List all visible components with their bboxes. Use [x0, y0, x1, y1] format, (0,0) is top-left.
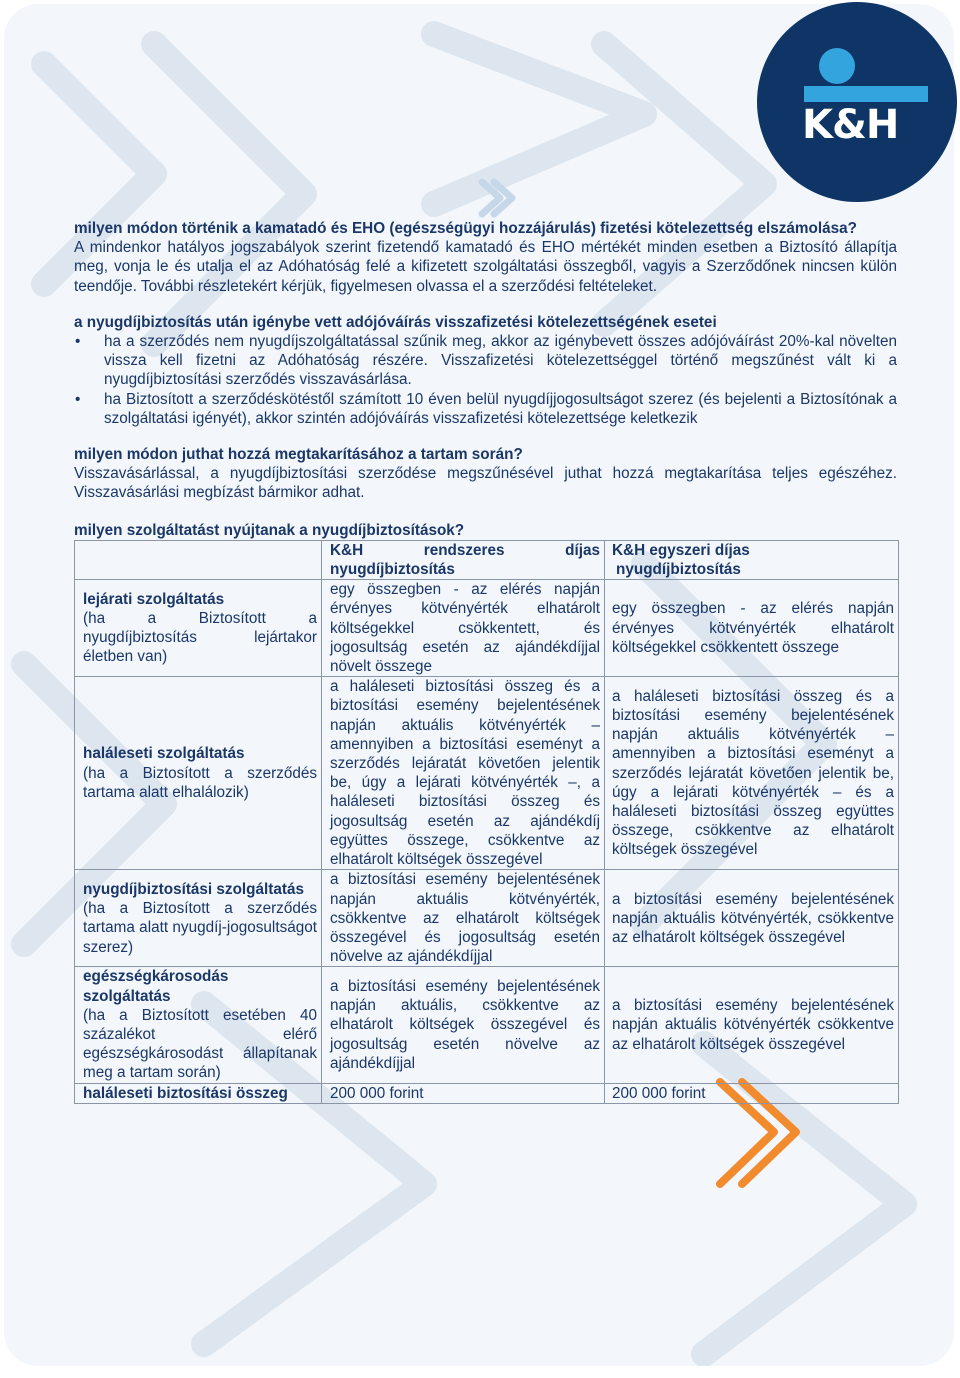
- row-single-value: a biztosítási esemény bejelentésének napján aktuális kötvényérték, csökkentve az elhatárolt költségek összegével: [605, 870, 899, 967]
- section1-answer: A mindenkor hatályos jogszabályok szerint fizetendő kamatadó és EHO mértékét minden esetben a Biztosító állapítja meg, vonja le és utalja el az Adóhatóság felé a kifizetett szolgáltatási összegből, vagyis a Szerződőnek nincsen külön teendője. További részletekért kérjük, figyelmesen olvassa el a szerződési feltételeket.: [74, 239, 897, 295]
- table-row: [75, 1083, 899, 1103]
- row-regular-value: 200 000 forint: [322, 1083, 605, 1103]
- list-item: • ha Biztosított a szerződéskötéstől számított 10 éven belül nyugdíjjogosultságot szerez (és bejelenti a Biztosítónak a szolgáltatási igényét), akkor szintén adójóváírás visszafizetési kötelezettsége keletkezik: [75, 390, 897, 427]
- services-table: [74, 540, 899, 1104]
- table-header-empty: [75, 540, 322, 579]
- table-header-regular: K&H rendszeres díjas nyugdíjbiztosítás: [322, 540, 605, 579]
- section3-answer: Visszavásárlással, a nyugdíjbiztosítási szerződése megszűnésével juthat hozzá megtakarítása teljes egészéhez. Visszavásárlási megbízást bármikor adhat.: [74, 465, 897, 502]
- logo-text: K&H: [802, 102, 899, 148]
- row-regular-value: a biztosítási esemény bejelentésének napján aktuális kötvényérték, csökkentve az elhatárolt költségek összegével és jogosultság esetén növelve az ajándékdíjjal: [322, 870, 605, 967]
- section2-question: a nyugdíjbiztosítás után igénybe vett adójóváírás visszafizetési kötelezettségének esetei: [74, 313, 717, 331]
- row-regular-value: egy összegben - az elérés napján érvényes kötvényérték elhatárolt költségekkel csökkentett, és jogosultság esetén az ajándékdíjjal növelt összege: [322, 580, 605, 677]
- document-body: [74, 219, 897, 1104]
- row-label: lejárati szolgáltatás (ha a Biztosított a nyugdíjbiztosítás lejártakor életben van): [75, 580, 322, 677]
- row-label: haláleseti szolgáltatás (ha a Biztosított a szerződés tartama alatt elhalálozik): [75, 677, 322, 870]
- table-row: [75, 580, 899, 677]
- row-label: egészségkárosodás szolgáltatás (ha a Biztosított esetében 40 százalékot elérő egészségkárosodást állapítanak meg a tartam során): [75, 967, 322, 1083]
- row-regular-value: a haláleseti biztosítási összeg és a biztosítási esemény bejelentésének napján aktuális kötvényérték – amennyiben a biztosítási eseményt a szerződés lejáratát követően jelentik be, úgy a lejárati kötvényérték –, a haláleseti biztosítási összeg és jogosultság esetén az ajándékdíj együttes összege, csökkentve az elhatárolt költségek összegével: [322, 677, 605, 870]
- kh-logo: [757, 2, 957, 202]
- table-row: [75, 870, 899, 967]
- row-single-value: a biztosítási esemény bejelentésének napján aktuális kötvényérték csökkentve az elhatárolt költségek összegével: [605, 967, 899, 1083]
- table-header-row: [75, 540, 899, 579]
- table-row: [75, 677, 899, 870]
- row-single-value: egy összegben - az elérés napján érvényes kötvényérték elhatárolt költségekkel csökkentett összege: [605, 580, 899, 677]
- row-single-value: a haláleseti biztosítási összeg és a biztosítási esemény bejelentésének napján aktuális kötvényérték – amennyiben a biztosítási eseményt a szerződés lejáratát követően jelentik be, úgy a lejárati kötvényérték – és a haláleseti biztosítási összeg együttes összege, csökkentve az elhatárolt költségek összegével: [605, 677, 899, 870]
- section3-question: milyen módon juthat hozzá megtakarításához a tartam során?: [74, 446, 523, 464]
- table-row: [75, 967, 899, 1083]
- list-item: • ha a szerződés nem nyugdíjszolgáltatással szűnik meg, akkor az igénybevett összes adójóváírást 20%-kal növelten vissza kell fizetni az Adóhatóság részére. Visszafizetési kötelezettséggel történő megszűnést vált ki a nyugdíjbiztosítási szerződés visszavásárlása.: [75, 333, 897, 389]
- section4-question: milyen szolgáltatást nyújtanak a nyugdíjbiztosítások?: [74, 521, 465, 539]
- row-single-value: 200 000 forint: [605, 1083, 899, 1103]
- section1-question: milyen módon történik a kamatadó és EHO (egészségügyi hozzájárulás) fizetési kötelezettség elszámolása?: [74, 220, 857, 237]
- logo-bar: [804, 86, 928, 102]
- small-blue-arrow: [482, 182, 512, 214]
- row-label: nyugdíjbiztosítási szolgáltatás (ha a Biztosított a szerződés tartama alatt nyugdíj-jogosultságot szerez): [75, 870, 322, 967]
- repayment-cases-list: [74, 332, 897, 428]
- logo-dot: [819, 48, 855, 84]
- row-label: haláleseti biztosítási összeg: [75, 1083, 322, 1103]
- row-regular-value: a biztosítási esemény bejelentésének napján aktuális, csökkentve az elhatárolt költségek összegével és jogosultság esetén növelve az ajándékdíjjal: [322, 967, 605, 1083]
- table-header-single: K&H egyszeri díjas nyugdíjbiztosítás: [605, 540, 899, 579]
- bullet-icon: •: [75, 333, 81, 351]
- bullet-icon: •: [75, 390, 81, 408]
